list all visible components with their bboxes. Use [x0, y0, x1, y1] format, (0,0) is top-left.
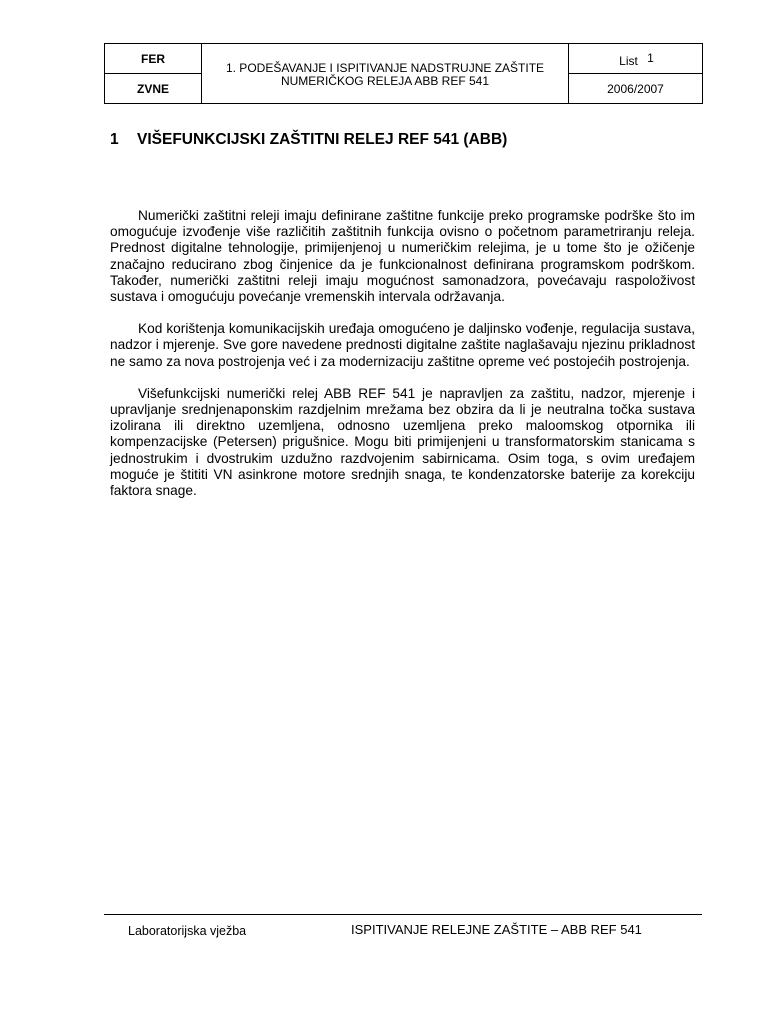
paragraph: Kod korištenja komunikacijskih uređaja omogućeno je daljinsko vođenje, regulacija sustava, nadzor i mjerenje. Sve gore navedene prednosti digitalne zaštite naglašavaju njezinu prikladnost ne samo za nova postrojenja već i za modernizaciju zaštitne opreme već postojećih postrojenja.: [110, 321, 695, 369]
paragraph: Numerički zaštitni releji imaju definirane zaštitne funkcije preko programske podrške što im omogućuje izvođenje više različitih zaštitnih funkcija ovisno o početnom parametriranju releja. Prednost digitalne tehnologije, primijenjenoj u numeričkim relejima, je u tome što je ožičenje značajno reducirano zbog činjenice da je funkcionalnost definirana programskom podrškom. Također, numerički zaštitni releji imaju mogućnost samonadzora, povećavaju raspoloživost sustava i omogućuju povećanje vremenskih intervala održavanja.: [110, 208, 695, 305]
header-zvne: ZVNE: [105, 74, 202, 104]
paragraph: Višefunkcijski numerički relej ABB REF 541 je napravljen za zaštitu, nadzor, mjerenje i upravljanje srednjenaponskim razdjelnim mrežama bez obzira da li je neutralna točka sustava izolirana ili direktno uzemljena, odnosno uzemljena preko maloomskog otpornika ili kompenzacijske (Petersen) prigušnice. Mogu biti primijenjeni u transformatorskim stanicama s jednostrukim i dvostrukim uzdužno razdvojenim sabirnicama. Osim toga, s ovim uređajem moguće je štititi VN asinkrone motore srednjih snaga, te kondenzatorske baterije za korekciju faktora snage.: [110, 385, 695, 499]
header-title-line2: NUMERIČKOG RELEJA ABB REF 541: [280, 73, 490, 88]
header-list: [569, 44, 703, 74]
header-year: 2006/2007: [569, 74, 703, 104]
footer-right-text: ISPITIVANJE RELEJNE ZAŠTITE – ABB REF 541: [351, 922, 642, 937]
header-list-number: 1: [647, 50, 654, 65]
section-title: VIŠEFUNKCIJSKI ZAŠTITNI RELEJ REF 541 (ABB): [137, 131, 508, 148]
body-text: [110, 208, 695, 515]
header-title-line1: 1. PODEŠAVANJE I ISPITIVANJE NADSTRUJNE ZAŠTITE: [225, 60, 545, 75]
header-list-label: List: [619, 53, 638, 68]
footer-left-text: Laboratorijska vježba: [128, 924, 247, 938]
footer-divider: [104, 914, 702, 915]
section-heading: [110, 131, 507, 149]
header-fer: FER: [105, 44, 202, 74]
header-title: [202, 44, 569, 104]
section-number: 1: [110, 131, 119, 148]
header-table: [104, 43, 703, 104]
